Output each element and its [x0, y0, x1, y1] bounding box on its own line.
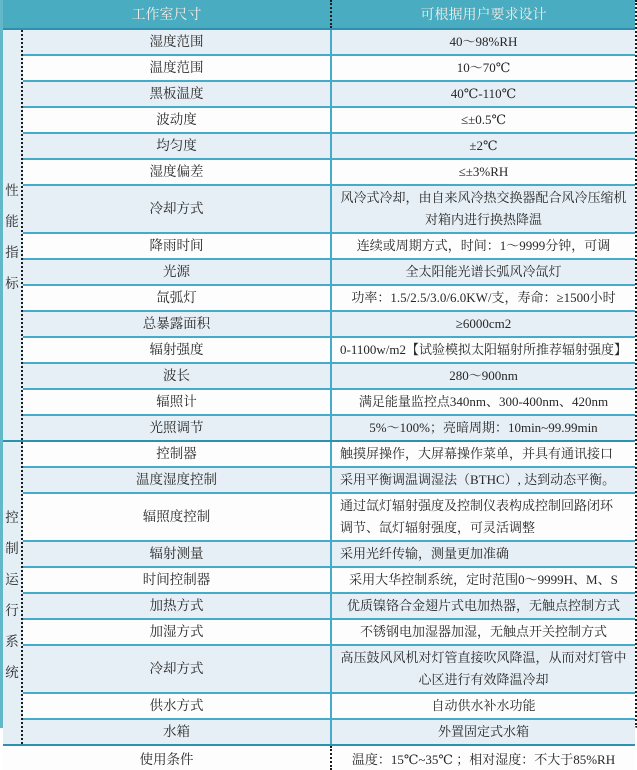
value-cell: 280～900nm: [330, 364, 635, 388]
param-cell: 波长: [163, 368, 190, 383]
spec-row: [23, 592, 635, 618]
spec-row: [23, 466, 635, 492]
section-label-char: 统: [5, 664, 19, 680]
param-cell: 温度范围: [149, 60, 204, 75]
param-cell: 时间控制器: [142, 572, 211, 587]
section-label: [3, 30, 23, 440]
param-cell: 辐照度控制: [142, 509, 211, 524]
section: [3, 440, 635, 744]
section-label-char: 能: [5, 213, 19, 229]
spec-row: [23, 540, 635, 566]
usage-conditions-label: 使用条件: [139, 752, 194, 767]
spec-row: [23, 54, 635, 80]
section-rows: [23, 442, 635, 744]
value-cell: 高压鼓风风机对灯管直接吹风降温，从而对灯管中心区进行有效降温冷却: [330, 646, 635, 692]
value-cell: ≤±0.5℃: [330, 108, 635, 132]
section-label-char: 指: [5, 244, 19, 260]
value-cell: 外置固定式水箱: [330, 720, 635, 744]
param-cell: 辐射测量: [149, 546, 204, 561]
value-cell: 满足能量监控点340nm、300-400nm、420nm: [330, 390, 635, 414]
spec-row: [23, 644, 635, 692]
param-cell: 氙弧灯: [156, 290, 197, 305]
spec-row: [23, 106, 635, 132]
value-cell: 采用平衡调温调湿法（BTHC）, 达到动态平衡。: [330, 468, 635, 492]
value-cell: 0-1100w/m2【试验模拟太阳辐射所推荐辐射强度】: [330, 338, 635, 362]
value-cell: 40℃-110℃: [330, 82, 635, 106]
section-label-char: 性: [5, 182, 19, 198]
param-cell: 光照调节: [149, 420, 204, 435]
spec-row: [23, 310, 635, 336]
param-cell: 黑板温度: [149, 86, 204, 101]
spec-row: [23, 492, 635, 540]
table-body: [3, 30, 635, 744]
section-rows: [23, 30, 635, 440]
section-label-char: 行: [5, 602, 19, 618]
spec-row: [23, 80, 635, 106]
section-label-char: 制: [5, 540, 19, 556]
value-cell: 连续或周期方式，时间：1～9999分钟，可调: [330, 234, 635, 258]
section-label-char: 系: [5, 633, 19, 649]
spec-row: [23, 388, 635, 414]
spec-row: [23, 718, 635, 744]
spec-row: [23, 232, 635, 258]
param-cell: 温度湿度控制: [136, 472, 217, 487]
param-cell: 加热方式: [149, 598, 204, 613]
param-cell: 水箱: [163, 724, 190, 739]
value-cell: ≤±3%RH: [330, 160, 635, 184]
value-cell: 10～70℃: [330, 56, 635, 80]
spec-row: [23, 692, 635, 718]
value-cell: 40～98%RH: [330, 30, 635, 54]
param-cell: 湿度范围: [149, 34, 204, 49]
param-cell: 辐射强度: [149, 342, 204, 357]
spec-row: [23, 618, 635, 644]
value-cell: 风冷式冷却，由自来风冷热交换器配合风冷压缩机对箱内进行换热降温: [330, 186, 635, 232]
param-cell: 控制器: [156, 446, 197, 461]
value-cell: 全太阳能光谱长弧风冷氙灯: [330, 260, 635, 284]
param-cell: 湿度偏差: [149, 164, 204, 179]
spec-row: [23, 336, 635, 362]
section-label-char: 运: [5, 571, 19, 587]
spec-row: [23, 132, 635, 158]
section-label-char: 标: [5, 275, 19, 291]
value-cell: 5%～100%；亮暗周期：10min~99.99min: [330, 416, 635, 440]
table-header: [3, 0, 635, 30]
value-cell: 不锈钢电加湿器加湿，无触点开关控制方式: [330, 620, 635, 644]
param-cell: 光源: [163, 264, 190, 279]
spec-row: [23, 284, 635, 310]
spec-row: [23, 258, 635, 284]
usage-conditions-value: 温度：15℃~35℃ ；相对湿度：不大于85%RH: [330, 746, 635, 770]
spec-row: [23, 442, 635, 466]
value-cell: 功率：1.5/2.5/3.0/6.0KW/支，寿命：≥1500小时: [330, 286, 635, 310]
spec-row: [23, 414, 635, 440]
param-cell: 降雨时间: [149, 238, 204, 253]
param-cell: 波动度: [156, 112, 197, 127]
value-cell: 优质镍铬合金翅片式电加热器，无触点控制方式: [330, 594, 635, 618]
header-cell-custom-design: 可根据用户要求设计: [330, 0, 635, 28]
usage-conditions-row: [3, 744, 635, 770]
value-cell: 触摸屏操作，大屏幕操作菜单，并具有通讯接口: [330, 442, 635, 466]
param-cell: 供水方式: [149, 698, 204, 713]
section-label: [3, 442, 23, 744]
value-cell: ≥6000cm2: [330, 312, 635, 336]
param-cell: 加湿方式: [149, 624, 204, 639]
value-cell: 自动供水补水功能: [330, 694, 635, 718]
param-cell: 总暴露面积: [142, 316, 211, 331]
section: [3, 30, 635, 440]
spec-row: [23, 566, 635, 592]
section-label-char: 控: [5, 509, 19, 525]
value-cell: 通过氙灯辐射强度及控制仪表构成控制回路闭环调节、氙灯辐射强度，可灵活调整: [330, 494, 635, 540]
value-cell: 采用大华控制系统，定时范围0～9999H、M、S: [330, 568, 635, 592]
spec-row: [23, 362, 635, 388]
header-cell-dimensions: 工作室尺寸: [131, 8, 202, 23]
value-cell: 采用光纤传输，测量更加准确: [330, 542, 635, 566]
param-cell: 冷却方式: [149, 661, 204, 676]
param-cell: 冷却方式: [149, 201, 204, 216]
spec-row: [23, 30, 635, 54]
value-cell: ±2℃: [330, 134, 635, 158]
spec-row: [23, 184, 635, 232]
param-cell: 辐照计: [156, 394, 197, 409]
param-cell: 均匀度: [156, 138, 197, 153]
spec-row: [23, 158, 635, 184]
